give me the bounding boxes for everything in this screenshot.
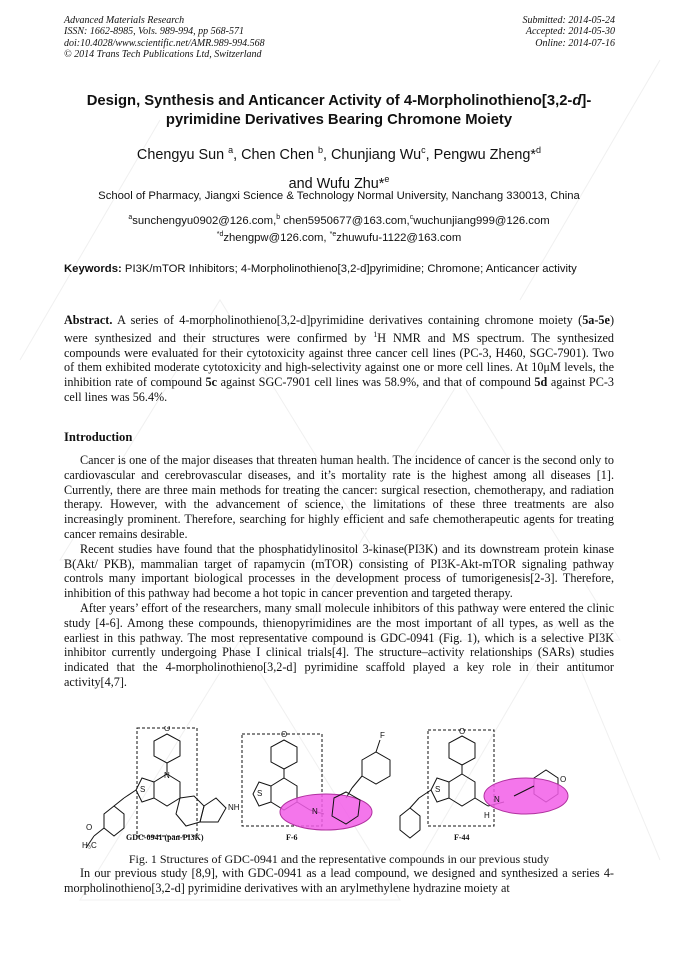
title-line-1: Design, Synthesis and Anticancer Activity of 4-Morpholinothieno[3,2-d]-	[86, 93, 592, 109]
author: Pengwu Zheng*$^d$	[433, 145, 542, 163]
atom-label: H	[484, 811, 490, 820]
atom-label: N	[494, 795, 500, 804]
atom-label: F	[380, 731, 385, 740]
journal-header-right	[523, 15, 616, 49]
atom-label: O	[86, 823, 93, 832]
email-link[interactable]: sunchengyu0902@126.com,	[132, 214, 277, 227]
figure-caption: Fig. 1 Structures of GDC-0941 and the representative compounds in our previous study	[128, 852, 550, 866]
compound-label-gdc0941: GDC-0941 (pan-PI3K)	[126, 833, 204, 842]
journal-name: Advanced Materials Research	[64, 15, 185, 26]
affiliation: School of Pharmacy, Jiangxi Science & Technology Normal University, Nanchang 330013, China	[98, 190, 580, 202]
author: Chunjiang Wu$^c$,	[330, 145, 434, 163]
journal-copyright: © 2014 Trans Tech Publications Ltd, Switzerland	[64, 49, 262, 61]
keywords-text: PI3K/mTOR Inhibitors; 4-Morpholinothieno[3,2-d]pyrimidine; Chromone; Anticancer activity	[121, 263, 577, 275]
date-accepted: Accepted: 2014-05-30	[525, 26, 615, 38]
email-line-2: $^{*d}$zhengpw@126.com, $^{*e}$zhuwufu-1122@163.com	[216, 230, 462, 244]
abstract: Abstract. A series of 4-morpholinothieno[3,2-d]pyrimidine derivatives containing chromone moiety (5a-5e) were synthesized and their structures were confirmed by $^1$H NMR and MS spectrum. The synthesized compounds were evaluated for their cytotoxicity against three cancer cell lines (PC-3, H460, SGC-7901). Two of them exhibited moderate cytotoxicity and high-selectivity against one or more cell lines. At 10μM levels, the inhibition rate of compound 5c against SGC-7901 cell lines was 58.9%, and that of compound 5d against PC-3 cell lines was 56.4%.	[64, 313, 614, 405]
author-emails	[56, 211, 622, 245]
atom-label: S	[140, 785, 146, 794]
piperazine-ring	[104, 806, 124, 836]
piperazine-ring	[400, 808, 420, 838]
dashed-box	[137, 728, 197, 836]
atom-label: S	[435, 785, 441, 794]
author: Chengyu Sun $^a$,	[136, 145, 242, 163]
atom-label: O	[459, 727, 466, 736]
paragraph: Recent studies have found that the phosphatidylinositol 3-kinase(PI3K) and its downstream protein kinase B(Akt/ PKB), mammalian target of rapamycin (mTOR) consisting of PI3K-Akt-mTOR signaling pathway controls many important biological processes in the development process of tumorigenesis[2-3]. Therefore, inhibition of this pathway had become a hot topic in cancer prevention and targeted therapy.	[64, 541, 614, 601]
atom-label: NH	[228, 803, 240, 812]
introduction-text	[64, 453, 614, 690]
date-online: Online: 2014-07-16	[535, 37, 615, 49]
paragraph: In our previous study [8,9], with GDC-0941 as a lead compound, we designed and synthesized a series 4-morpholinothieno[3,2-d] pyrimidine derivatives with an arylmethylene hydrazine moiety at	[64, 866, 614, 895]
journal-issn: ISSN: 1662-8985, Vols. 989-994, pp 568-571	[64, 26, 244, 38]
paragraph: After years’ effort of the researchers, many small molecule inhibitors of this pathway were entered the clinic study [4-6]. Among these compounds, thienopyrimidines are the most important of all types, as well as the earliest in this pathway. The most representative compound is GDC-0941 (Fig. 1), which is a selective PI3K inhibitor currently undergoing Phase I clinical trials[4]. The structure–activity relationships (SARs) studies indicated that the 4-morpholinothieno[3,2-d] pyrimidine scaffold played a key role in their antitumor activity[4,7].	[64, 600, 614, 689]
author: Chen Chen $^b$,	[241, 145, 331, 163]
atom-label: O	[281, 730, 288, 739]
email-link[interactable]: chen5950677@163.com,	[280, 214, 410, 227]
atom-label: N	[164, 771, 170, 780]
email-link[interactable]: zhengpw@126.com,	[223, 231, 330, 244]
email-link[interactable]: zhuwufu-1122@163.com	[336, 231, 462, 244]
structures-figure	[64, 726, 624, 854]
paragraph: Cancer is one of the major diseases that threaten human health. The incidence of cancer is the second only to cardiovascular and cerebrovascular diseases, and it’s mortality rate is the highest among all diseases [1]. Currently, there are three main methods for treating the cancer: surgical resection, chemotherapy, and radiation therapy. However, with the advancement of science, the limitations of these three treatments are also increasingly prominent. Therefore, searching for highly efficient and safe chemotherapeutic agents for treating cancer remains desirable.	[64, 453, 614, 541]
fluorophenyl-ring	[362, 752, 390, 784]
title-line-2: pyrimidine Derivatives Bearing Chromone Moiety	[165, 111, 513, 128]
closing-text	[64, 866, 614, 896]
keywords-label: Keywords:	[64, 263, 122, 275]
author-list	[56, 138, 622, 196]
journal-doi: doi:10.4028/www.scientific.net/AMR.989-994.568	[64, 37, 265, 49]
paper-title	[56, 92, 622, 129]
atom-label: H₃C	[82, 841, 97, 850]
author-line-2: and Wufu Zhu*$^e$	[288, 173, 390, 192]
morpholine-ring	[449, 736, 475, 765]
keywords	[64, 263, 614, 277]
email-link[interactable]: wuchunjiang999@126.com	[413, 214, 550, 227]
journal-header-left	[64, 15, 265, 61]
atom-label: O	[560, 775, 567, 784]
date-submitted: Submitted: 2014-05-24	[522, 15, 615, 26]
morpholine-ring	[154, 734, 180, 763]
atom-label: S	[257, 789, 263, 798]
author-line-1	[56, 138, 622, 167]
abstract-label: Abstract.	[64, 313, 113, 327]
atom-label: O	[164, 726, 171, 733]
pyrimidine-ring	[449, 774, 475, 806]
compound-label-f44: F-44	[454, 833, 470, 842]
section-heading-introduction: Introduction	[64, 430, 133, 444]
morpholine-ring	[271, 740, 297, 769]
email-line-1: $^a$sunchengyu0902@126.com,$^b$ chen5950677@163.com,$^c$wuchunjiang999@126.com	[128, 214, 550, 227]
compound-label-f6: F-6	[286, 833, 298, 842]
atom-label: N	[312, 807, 318, 816]
